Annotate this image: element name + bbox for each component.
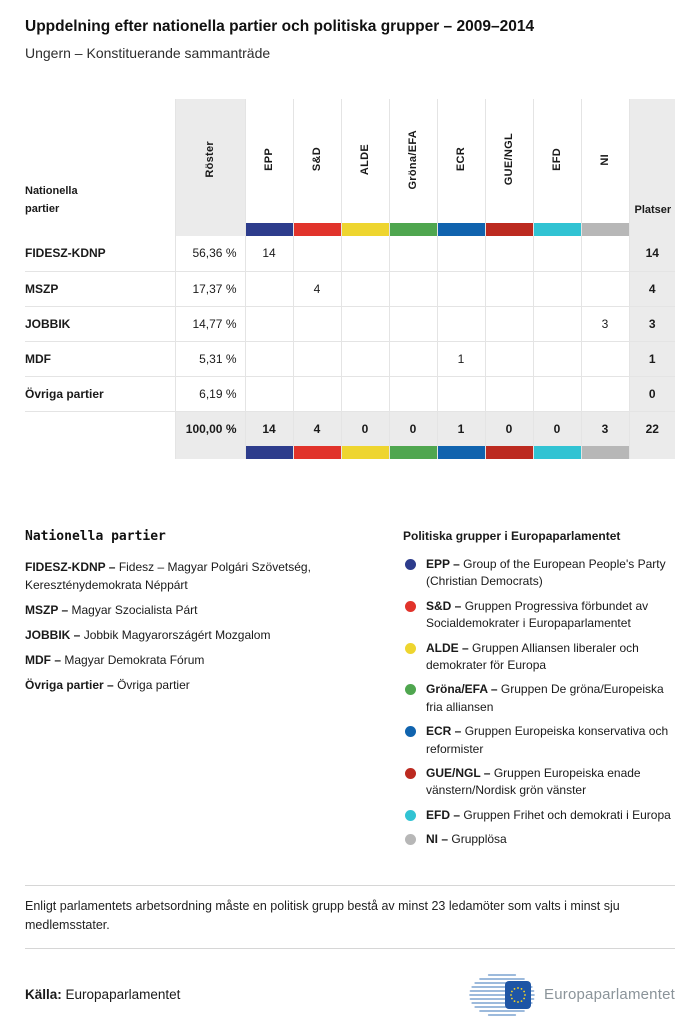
logo-block [469,971,675,1019]
group-full-name: Gruppen Europeiska enade vänstern/Nordisk grön vänster [426,765,641,798]
color-bar-ecr [438,223,485,236]
color-bar-epp [246,446,293,459]
political-groups-heading: Politiska grupper i Europaparlamentet [403,529,621,543]
party-code: MDF – [25,653,61,667]
group-seats-cell [293,236,341,271]
total-group-cell: 0 [533,411,581,446]
group-seats-cell: 14 [245,236,293,271]
color-bar-alde [342,223,389,236]
rules-note: Enligt parlamentets arbetsordning måste en politisk grupp bestå av minst 23 ledamöter som valts i minst sju medlemsstater. [25,885,675,949]
legend-item [25,651,370,669]
group-code: EPP – [426,557,460,571]
color-bar-efd [534,223,581,236]
legend-item [403,598,675,633]
legend-dot-alde [405,643,416,654]
total-group-cell: 0 [485,411,533,446]
color-bar-ni [582,446,629,459]
group-seats-cell [389,306,437,341]
ecr-header-label: ECR [455,147,467,172]
group-seats-cell [293,376,341,411]
column-header-seats: Platser [629,99,675,223]
table-header-row [25,99,675,223]
group-seats-cell [245,376,293,411]
column-header-efd [533,99,581,223]
political-groups-legend [403,529,675,855]
table-total-row [25,411,675,446]
gue-ngl-header-label: GUE/NGL [503,133,515,186]
color-bar-alde [342,446,389,459]
results-table [25,99,675,459]
party-name-cell: MDF [25,341,175,376]
corner-header-label: Nationella partier [25,184,78,216]
group-seats-cell [437,376,485,411]
group-seats-cell [293,341,341,376]
group-seats-cell [581,271,629,306]
color-bar-sd [294,446,341,459]
seats-cell: 4 [629,271,675,306]
column-header-sd [293,99,341,223]
bar-row-seats-spacer [629,223,675,236]
seats-cell: 3 [629,306,675,341]
legend-item [403,831,675,848]
group-seats-cell: 4 [293,271,341,306]
total-group-cell: 0 [389,411,437,446]
alde-header-label: ALDE [359,143,371,176]
table-row [25,271,675,306]
group-seats-cell [341,271,389,306]
seats-cell: 1 [629,341,675,376]
group-full-name: Gruppen De gröna/Europeiska fria alliansen [426,682,664,714]
table-row [25,376,675,411]
group-full-name: Gruppen Frihet och demokrati i Europa [463,807,671,822]
party-code: Övriga partier – [25,678,114,692]
greens-efa-header-label: Gröna/EFA [407,129,419,190]
total-group-cell: 0 [341,411,389,446]
color-bar-gue-ngl [486,223,533,236]
seats-cell: 0 [629,376,675,411]
group-code: GUE/NGL – [426,765,491,780]
bar-row-votes-spacer [175,446,245,459]
seats-cell: 14 [629,236,675,271]
group-seats-cell [341,236,389,271]
group-seats-cell [245,271,293,306]
group-seats-cell [485,306,533,341]
legend-dot-gue-ngl [405,768,416,779]
source-value: Europaparlamentet [65,987,181,1003]
color-bar-epp [246,223,293,236]
footer-color-bar-row [25,446,675,459]
group-full-name: Grupplösa [451,832,507,847]
party-code: MSZP – [25,603,69,617]
group-code: ECR – [426,724,462,739]
legend-dot-sd [405,601,416,612]
party-full-name: Jobbik Magyarországért Mozgalom [83,628,271,642]
group-seats-cell [245,341,293,376]
votes-cell: 14,77 % [175,306,245,341]
group-seats-cell [437,306,485,341]
group-seats-cell [485,341,533,376]
group-seats-cell [485,236,533,271]
legend-item [25,601,370,619]
legend-item [25,676,370,694]
group-code: NI – [426,832,449,847]
color-bar-efd [534,446,581,459]
column-header-alde [341,99,389,223]
source-text [25,987,180,1002]
group-code: EFD – [426,807,461,822]
total-seats-cell: 22 [629,411,675,446]
party-full-name: Magyar Demokrata Fórum [64,653,205,667]
source-row [25,971,675,1019]
color-bar-greens-efa [390,223,437,236]
group-full-name: Gruppen Progressiva förbundet av Socialdemokrater i Europaparlamentet [426,598,649,631]
group-seats-cell [245,306,293,341]
group-seats-cell [485,376,533,411]
group-seats-cell [533,271,581,306]
color-bar-greens-efa [390,446,437,459]
party-code: JOBBIK – [25,628,81,642]
votes-cell: 6,19 % [175,376,245,411]
group-seats-cell [341,341,389,376]
table-row [25,306,675,341]
votes-cell: 5,31 % [175,341,245,376]
legend-item [403,640,675,675]
legend-dot-efd [405,810,416,821]
total-group-cell: 4 [293,411,341,446]
group-seats-cell [293,306,341,341]
color-bar-gue-ngl [486,446,533,459]
page-subtitle: Ungern – Konstituerande sammanträde [25,45,271,61]
column-header-epp [245,99,293,223]
group-seats-cell [341,306,389,341]
header-color-bar-row [25,223,675,236]
bar-row-votes-spacer [175,223,245,236]
group-seats-cell [389,376,437,411]
legend-item [403,723,675,758]
legend-item [25,558,370,594]
column-header-ecr [437,99,485,223]
bar-row-seats-spacer [629,446,675,459]
color-bar-ni [582,223,629,236]
group-full-name: Gruppen Europeiska konservativa och reformister [426,724,669,756]
bar-row-spacer [25,223,175,236]
group-seats-cell [581,376,629,411]
party-full-name: Övriga partier [117,678,190,692]
legend-item [403,681,675,716]
party-full-name: Magyar Szocialista Párt [71,603,198,617]
group-seats-cell: 3 [581,306,629,341]
group-seats-cell [485,271,533,306]
group-seats-cell [341,376,389,411]
epp-header-label: EPP [263,148,275,171]
legend-dot-ni [405,834,416,845]
national-parties-legend [25,529,403,855]
legends-section [25,529,675,855]
legend-item [403,556,675,591]
group-seats-cell [533,306,581,341]
legend-dot-epp [405,559,416,570]
group-seats-cell [533,376,581,411]
page-title: Uppdelning efter nationella partier och politiska grupper – 2009–2014 [25,18,535,35]
sd-header-label: S&D [311,147,323,172]
group-seats-cell [581,341,629,376]
legend-item [403,807,675,824]
votes-cell: 56,36 % [175,236,245,271]
column-header-gue-ngl [485,99,533,223]
total-spacer [25,411,175,446]
logo-wordmark: Europaparlamentet [544,986,675,1004]
group-full-name: Group of the European People's Party (Christian Democrats) [426,557,666,589]
party-name-cell: FIDESZ-KDNP [25,236,175,271]
column-header-ni [581,99,629,223]
group-seats-cell [437,236,485,271]
source-label: Källa: [25,987,62,1003]
party-name-cell: MSZP [25,271,175,306]
party-name-cell: JOBBIK [25,306,175,341]
legend-item [25,626,370,644]
group-code: Gröna/EFA – [426,682,498,697]
total-group-cell: 14 [245,411,293,446]
table-row [25,236,675,271]
group-code: S&D – [426,598,462,613]
color-bar-ecr [438,446,485,459]
group-seats-cell [389,341,437,376]
ni-header-label: NI [599,153,611,166]
total-group-cell: 3 [581,411,629,446]
table-row [25,341,675,376]
votes-cell: 17,37 % [175,271,245,306]
legend-item [403,765,675,800]
efd-header-label: EFD [551,148,563,171]
group-seats-cell [581,236,629,271]
group-code: ALDE – [426,640,469,655]
party-full-name: Fidesz – Magyar Polgári Szövetség, Kereszténydemokrata Néppárt [25,560,311,592]
group-full-name: Gruppen Alliansen liberaler och demokrater för Europa [426,640,639,672]
party-name-cell: Övriga partier [25,376,175,411]
total-votes-cell: 100,00 % [175,411,245,446]
legend-dot-greens-efa [405,684,416,695]
group-seats-cell [533,236,581,271]
group-seats-cell [533,341,581,376]
group-seats-cell [437,271,485,306]
corner-header-cell [25,99,175,223]
europarl-logo-icon [469,971,535,1019]
color-bar-sd [294,223,341,236]
group-seats-cell [389,236,437,271]
column-header-votes [175,99,245,223]
bar-row-spacer [25,446,175,459]
votes-header-label: Röster [204,141,216,178]
column-header-greens-efa [389,99,437,223]
national-parties-heading: Nationella partier [25,529,166,544]
group-seats-cell: 1 [437,341,485,376]
group-seats-cell [389,271,437,306]
party-code: FIDESZ-KDNP – [25,560,116,574]
legend-dot-ecr [405,726,416,737]
total-group-cell: 1 [437,411,485,446]
